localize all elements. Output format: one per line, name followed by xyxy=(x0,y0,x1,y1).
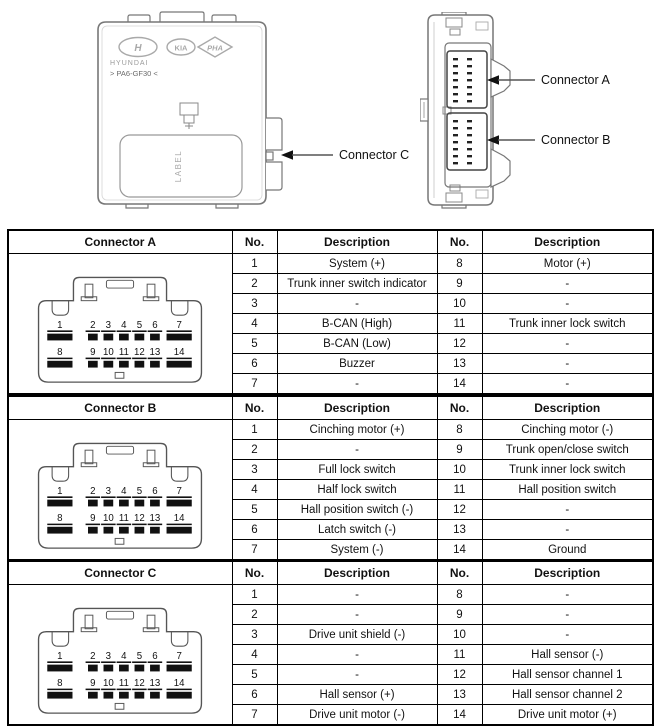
pin-description-cell: Hall sensor (-) xyxy=(482,645,653,665)
svg-text:7: 7 xyxy=(176,650,183,662)
svg-text:14: 14 xyxy=(174,677,185,689)
pin-number-cell: 11 xyxy=(437,314,482,334)
connector-title: Connector C xyxy=(8,561,232,585)
connector-diagram-cell xyxy=(8,585,232,726)
pin-description-cell: B-CAN (High) xyxy=(277,314,437,334)
pin-description-cell: - xyxy=(277,440,437,460)
callout-connector-c xyxy=(281,148,409,162)
column-header-description: Description xyxy=(277,561,437,585)
pin-number-cell: 11 xyxy=(437,480,482,500)
column-header-no: No. xyxy=(437,561,482,585)
svg-text:7: 7 xyxy=(176,485,183,497)
pin-description-cell: - xyxy=(482,334,653,354)
column-header-no: No. xyxy=(437,396,482,420)
svg-text:4: 4 xyxy=(121,319,127,331)
pin-description-cell: Ground xyxy=(482,540,653,561)
column-header-description: Description xyxy=(277,396,437,420)
pin-description-cell: B-CAN (Low) xyxy=(277,334,437,354)
pinout-row xyxy=(8,585,653,605)
pin-number-cell: 9 xyxy=(437,605,482,625)
pin-number-cell: 8 xyxy=(437,254,482,274)
column-header-no: No. xyxy=(232,396,277,420)
pin-description-cell: - xyxy=(277,605,437,625)
connector-c-pinout-table xyxy=(7,560,654,726)
pin-number-cell: 13 xyxy=(437,685,482,705)
pin-number-cell: 5 xyxy=(232,500,277,520)
pin-number-cell: 4 xyxy=(232,645,277,665)
svg-text:13: 13 xyxy=(149,677,161,689)
pin-description-cell: - xyxy=(277,294,437,314)
pin-description-cell: Latch switch (-) xyxy=(277,520,437,540)
svg-text:4: 4 xyxy=(121,650,127,662)
pin-number-cell: 9 xyxy=(437,440,482,460)
pin-description-cell: Drive unit motor (-) xyxy=(277,705,437,726)
pin-description-cell: Buzzer xyxy=(277,354,437,374)
pin-number-cell: 7 xyxy=(232,705,277,726)
svg-text:14: 14 xyxy=(174,512,185,524)
svg-text:12: 12 xyxy=(134,677,146,689)
pin-description-cell: Hall position switch xyxy=(482,480,653,500)
pin-description-cell: Hall sensor (+) xyxy=(277,685,437,705)
column-header-description: Description xyxy=(482,561,653,585)
svg-text:9: 9 xyxy=(90,512,96,524)
pin-number-cell: 5 xyxy=(232,665,277,685)
svg-text:5: 5 xyxy=(136,650,143,662)
svg-text:10: 10 xyxy=(103,512,115,524)
callout-connector-a xyxy=(487,73,610,87)
arrow-left-icon xyxy=(487,134,535,146)
svg-text:8: 8 xyxy=(57,677,63,689)
pin-number-cell: 14 xyxy=(437,540,482,561)
svg-text:8: 8 xyxy=(57,512,63,524)
svg-text:11: 11 xyxy=(119,677,130,689)
table-header-row xyxy=(8,561,653,585)
svg-text:12: 12 xyxy=(134,512,146,524)
svg-text:13: 13 xyxy=(149,512,161,524)
svg-text:2: 2 xyxy=(90,319,96,331)
connector-c-protrusion xyxy=(266,118,282,190)
pin-description-cell: - xyxy=(277,585,437,605)
pin-number-cell: 10 xyxy=(437,294,482,314)
pin-number-cell: 3 xyxy=(232,460,277,480)
column-header-no: No. xyxy=(232,561,277,585)
pin-description-cell: - xyxy=(277,665,437,685)
pin-number-cell: 7 xyxy=(232,374,277,395)
pin-description-cell: Trunk inner lock switch xyxy=(482,460,653,480)
brand-text: HYUNDAI xyxy=(110,60,149,67)
pin-description-cell: - xyxy=(482,500,653,520)
pin-number-cell: 4 xyxy=(232,480,277,500)
svg-text:3: 3 xyxy=(105,485,112,497)
connector-diagram-cell xyxy=(8,254,232,395)
svg-text:9: 9 xyxy=(90,346,96,358)
pin-number-cell: 1 xyxy=(232,420,277,440)
pin-description-cell: Half lock switch xyxy=(277,480,437,500)
arrow-left-icon xyxy=(487,74,535,86)
pin-description-cell: - xyxy=(482,625,653,645)
connector-diagram-cell xyxy=(8,420,232,561)
module-front-view-drawing xyxy=(96,10,288,212)
pin-description-cell: - xyxy=(277,645,437,665)
connector-title: Connector B xyxy=(8,396,232,420)
pin-number-cell: 3 xyxy=(232,625,277,645)
pin-description-cell: - xyxy=(482,605,653,625)
pin-number-cell: 13 xyxy=(437,354,482,374)
pin-number-cell: 14 xyxy=(437,705,482,726)
table-header-row xyxy=(8,230,653,254)
pin-number-cell: 2 xyxy=(232,605,277,625)
arrow-left-icon xyxy=(281,149,333,161)
svg-text:2: 2 xyxy=(90,650,96,662)
svg-text:3: 3 xyxy=(105,650,112,662)
pin-number-cell: 12 xyxy=(437,500,482,520)
svg-text:5: 5 xyxy=(136,485,143,497)
pin-description-cell: Trunk inner switch indicator xyxy=(277,274,437,294)
column-header-description: Description xyxy=(277,230,437,254)
pin-description-cell: - xyxy=(482,585,653,605)
svg-text:4: 4 xyxy=(121,485,127,497)
pin-number-cell: 8 xyxy=(437,420,482,440)
pin-number-cell: 4 xyxy=(232,314,277,334)
pin-number-cell: 3 xyxy=(232,294,277,314)
pin-number-cell: 11 xyxy=(437,645,482,665)
table-header-row xyxy=(8,396,653,420)
pin-description-cell: Full lock switch xyxy=(277,460,437,480)
connector-a-pinout-table xyxy=(7,229,654,395)
pin-number-cell: 12 xyxy=(437,334,482,354)
pin-number-cell: 1 xyxy=(232,254,277,274)
svg-text:6: 6 xyxy=(152,650,158,662)
connector-pinout-diagram xyxy=(17,258,223,386)
column-header-description: Description xyxy=(482,230,653,254)
svg-text:7: 7 xyxy=(176,319,183,331)
svg-text:2: 2 xyxy=(90,485,96,497)
svg-text:1: 1 xyxy=(57,650,63,662)
column-header-description: Description xyxy=(482,396,653,420)
callout-label-connector-b: Connector B xyxy=(541,133,611,147)
callout-connector-b xyxy=(487,133,610,147)
pin-number-cell: 13 xyxy=(437,520,482,540)
pin-number-cell: 9 xyxy=(437,274,482,294)
svg-text:H: H xyxy=(134,43,142,54)
svg-text:KIA: KIA xyxy=(174,43,188,53)
svg-text:10: 10 xyxy=(103,677,115,689)
pin-description-cell: - xyxy=(482,354,653,374)
column-header-no: No. xyxy=(437,230,482,254)
pin-description-cell: - xyxy=(482,274,653,294)
svg-text:11: 11 xyxy=(119,346,130,358)
callout-label-connector-c: Connector C xyxy=(339,148,410,162)
pin-number-cell: 6 xyxy=(232,354,277,374)
connector-pinout-diagram xyxy=(17,589,223,717)
svg-text:11: 11 xyxy=(119,512,130,524)
pin-description-cell: Hall sensor channel 1 xyxy=(482,665,653,685)
pin-description-cell: Trunk open/close switch xyxy=(482,440,653,460)
svg-text:10: 10 xyxy=(103,346,115,358)
svg-text:13: 13 xyxy=(149,346,161,358)
pin-description-cell: Cinching motor (+) xyxy=(277,420,437,440)
pin-number-cell: 8 xyxy=(437,585,482,605)
pin-number-cell: 1 xyxy=(232,585,277,605)
svg-text:1: 1 xyxy=(57,485,63,497)
pin-description-cell: Drive unit shield (-) xyxy=(277,625,437,645)
pin-description-cell: Motor (+) xyxy=(482,254,653,274)
pin-description-cell: Trunk inner lock switch xyxy=(482,314,653,334)
pin-description-cell: Hall sensor channel 2 xyxy=(482,685,653,705)
pinout-row xyxy=(8,420,653,440)
svg-text:12: 12 xyxy=(134,346,146,358)
pin-description-cell: System (-) xyxy=(277,540,437,561)
module-side-view-drawing xyxy=(420,12,520,210)
pin-description-cell: Hall position switch (-) xyxy=(277,500,437,520)
pin-number-cell: 7 xyxy=(232,540,277,561)
svg-text:5: 5 xyxy=(136,319,143,331)
pin-number-cell: 12 xyxy=(437,665,482,685)
svg-text:9: 9 xyxy=(90,677,96,689)
svg-text:PHA: PHA xyxy=(207,43,223,53)
connector-b-pinout-table xyxy=(7,395,654,561)
material-marking-text: > PA6-GF30 < xyxy=(110,69,158,78)
pin-description-cell: Drive unit motor (+) xyxy=(482,705,653,726)
pin-number-cell: 10 xyxy=(437,460,482,480)
pin-number-cell: 5 xyxy=(232,334,277,354)
svg-text:6: 6 xyxy=(152,319,158,331)
callout-label-connector-a: Connector A xyxy=(541,73,610,87)
pin-description-cell: - xyxy=(277,374,437,395)
pinout-row xyxy=(8,254,653,274)
pin-description-cell: Cinching motor (-) xyxy=(482,420,653,440)
label-text: LABEL xyxy=(174,149,183,183)
column-header-no: No. xyxy=(232,230,277,254)
svg-text:14: 14 xyxy=(174,346,185,358)
pin-number-cell: 6 xyxy=(232,685,277,705)
pin-description-cell: System (+) xyxy=(277,254,437,274)
svg-text:3: 3 xyxy=(105,319,112,331)
pin-number-cell: 14 xyxy=(437,374,482,395)
svg-text:1: 1 xyxy=(57,319,63,331)
svg-text:8: 8 xyxy=(57,346,63,358)
connector-pinout-diagram xyxy=(17,424,223,552)
pin-description-cell: - xyxy=(482,520,653,540)
pin-number-cell: 2 xyxy=(232,440,277,460)
pin-description-cell: - xyxy=(482,374,653,395)
pin-description-cell: - xyxy=(482,294,653,314)
pin-number-cell: 2 xyxy=(232,274,277,294)
connector-title: Connector A xyxy=(8,230,232,254)
pin-number-cell: 10 xyxy=(437,625,482,645)
pin-number-cell: 6 xyxy=(232,520,277,540)
svg-text:6: 6 xyxy=(152,485,158,497)
